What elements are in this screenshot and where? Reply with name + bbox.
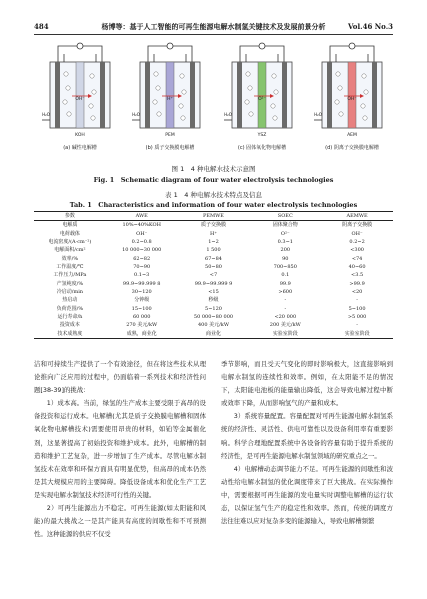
- gas-bubble-icon: [180, 74, 184, 78]
- inlet-label: H₂O: [132, 112, 140, 117]
- row-label-cell: 工作压力/MPa: [53, 272, 87, 279]
- table-header-row: [34, 212, 393, 221]
- table-cell: 1~2: [208, 239, 219, 246]
- row-label-cell: 投资成本: [59, 322, 80, 329]
- gas-bubble-icon: [182, 90, 186, 94]
- ion-label: OH⁻: [347, 97, 357, 102]
- table-row: [34, 296, 393, 304]
- panel-label: (c) 固体氧化物电解槽: [237, 145, 287, 151]
- row-label-cell: 电荷载体: [59, 230, 80, 237]
- table-cell: 70~90: [133, 264, 151, 271]
- table-cell: 1 500: [206, 247, 221, 254]
- table-cell: 分钟级: [134, 297, 150, 304]
- table-cell: 99.9~99.999 9: [194, 280, 233, 287]
- membrane-layer: [258, 62, 266, 128]
- power-source-icon: [167, 43, 173, 49]
- row-label-cell: 效率/%: [61, 255, 79, 262]
- power-source-icon: [77, 43, 83, 49]
- table-cell: 700~850: [273, 264, 297, 271]
- table-row: [34, 330, 393, 339]
- panel-label: (a) 碱性电解槽: [63, 145, 97, 151]
- column-header: AEMWE: [321, 212, 393, 221]
- paragraph: 1）成本高。当前，绿氢的生产成本主要受限于高昂的设备投资和运行成本。电解槽(尤其是质子交换膜电解槽和固体氧化物电解槽技术)需要使用昂贵的材料，如铂等金属催化剂，这显著提高了初始投资和维护成本。此外，电解槽的制造和维护工艺复杂，进一步增加了生产成本。尽管电解水制氢技术在效率和环保方面具有明显优势，但高昂的成本仍然是其大规模应用的主要障碍。降低设备成本和优化生产工艺是实现电解水制氢技术经济可行性的关键。: [34, 399, 206, 499]
- gas-bubble-icon: [89, 104, 93, 108]
- row-label-cell: 热启动: [62, 297, 78, 304]
- table-row: [34, 288, 393, 296]
- gas-bubble-icon: [179, 104, 183, 108]
- table-cell: 200: [280, 247, 291, 254]
- table-cell: 阴离子交换膜: [342, 222, 373, 229]
- table-cell: 实验室阶段: [249, 330, 321, 339]
- ion-label: OH⁻: [75, 97, 85, 102]
- gas-bubble-icon: [336, 72, 340, 76]
- table-cell: -: [284, 305, 287, 312]
- table-cell: 0.2~0.8: [131, 239, 152, 246]
- row-label-cell: 运行寿命/h: [57, 314, 83, 321]
- table-cell: 15~100: [131, 305, 152, 312]
- table-cell: O²⁻: [280, 230, 290, 237]
- anode-electrode: [100, 62, 105, 128]
- cathode-electrode: [55, 62, 60, 128]
- gas-bubble-icon: [157, 112, 161, 116]
- gas-bubble-icon: [272, 74, 276, 78]
- anode-electrode: [282, 62, 287, 128]
- paragraph: 2）可再生能源出力不稳定。可再生能源(如太阳能和风能)的最大挑战之一是其产能具有高度的间歇性和不可预测性。这种能源的供应不仅受: [34, 504, 206, 539]
- gas-bubble-icon: [91, 116, 95, 120]
- gas-bubble-icon: [271, 104, 275, 108]
- figure-caption-cn: 图 1 4 种电解水技术示意图: [171, 165, 256, 173]
- power-source-icon: [259, 43, 265, 49]
- table-cell: 67~84: [205, 255, 222, 262]
- table-cell: 0.1: [281, 272, 290, 279]
- table-cell: OH⁻: [351, 230, 363, 237]
- gas-bubble-icon: [67, 112, 71, 116]
- gas-bubble-icon: [154, 72, 158, 76]
- table-cell: 5~120: [205, 305, 222, 312]
- gas-bubble-icon: [64, 72, 68, 76]
- gas-bubble-icon: [339, 112, 343, 116]
- column-header: 参数: [34, 212, 106, 221]
- paragraph: 季节影响，而且受天气变化的即时影响极大，这直接影响到电解水制氢的连续性和效率。例如，在太阳能不足的情况下，太阳能电池板的能量输出降低，这会导致电解过程中断或效率下降，从而影响氢气的产量和成本。: [221, 360, 393, 408]
- table-cell: >5 000: [347, 314, 367, 321]
- table-cell: -: [356, 322, 358, 329]
- table-cell: 62~82: [133, 255, 151, 262]
- table-row: [34, 313, 393, 321]
- gas-bubble-icon: [338, 86, 342, 90]
- table-cell: OH⁻: [136, 230, 148, 237]
- table-cell: >600: [278, 289, 293, 296]
- electrolyzer-schematic: [220, 40, 304, 142]
- table-cell: <300: [350, 247, 364, 254]
- table-row: [34, 263, 393, 271]
- column-header: PEMWE: [178, 212, 250, 221]
- table-cell: 200 美元/kW: [269, 322, 301, 329]
- ion-label: O²⁻: [258, 97, 266, 102]
- table-cell: 99.9: [279, 280, 291, 287]
- inlet-label: H₂O: [224, 112, 232, 117]
- gas-bubble-icon: [66, 86, 70, 90]
- gas-bubble-icon: [92, 90, 96, 94]
- panel-label: (d) 阴离子交换膜电解槽: [325, 145, 379, 151]
- table-row: [34, 280, 393, 288]
- row-label-cell: 技术成熟度: [34, 330, 106, 339]
- table-cell: 50 000~80 000: [193, 314, 234, 321]
- row-label-cell: 电流密度/(A·cm⁻²): [48, 239, 92, 246]
- row-label-cell: 负荷范围/%: [56, 305, 84, 312]
- table-cell: 成熟，商业化: [106, 330, 178, 339]
- power-source-icon: [349, 43, 355, 49]
- paragraph: 洁和可持续生产提供了一个有效途径，但在将这些技术从理论推向广泛应用的过程中，仍面临着一系列技术和经济性问题[38-39]的挑战：: [34, 360, 206, 395]
- gas-bubble-icon: [153, 100, 157, 104]
- electrolyte-label: YSZ: [257, 133, 267, 138]
- gas-bubble-icon: [335, 100, 339, 104]
- cathode-electrode: [145, 62, 150, 128]
- figure-1: [34, 40, 393, 158]
- table-cell: 质子交换膜: [200, 222, 226, 229]
- page-number: 484: [34, 22, 49, 31]
- electrolyzer-panel: [128, 40, 212, 150]
- table-caption-en: Tab. 1 Characteristics and information of four water electrolysis technologies: [69, 201, 358, 209]
- table-row: [34, 271, 393, 279]
- table-row: [34, 246, 393, 254]
- table-cell: 99.9~99.999 8: [122, 280, 161, 287]
- gas-bubble-icon: [363, 116, 367, 120]
- gas-bubble-icon: [364, 90, 368, 94]
- table-row: [34, 321, 393, 329]
- table-cell: 400 美元/kW: [197, 322, 229, 329]
- table-cell: 50~80: [205, 264, 222, 271]
- table-row: [34, 230, 393, 238]
- electrolyzer-panel: [38, 40, 122, 150]
- paragraph: 3）系统容量配置。容量配置对可再生能源电解水制氢系统的经济性、灵活性、供电可靠性以及设备利用率有重要影响。科学合理地配置系统中各设备的容量有助于提升系统的经济性，是可再生能源电解水制氢领域的研究重点之一。: [221, 412, 393, 460]
- table-cell: 10 000~30 000: [122, 247, 162, 254]
- gas-bubble-icon: [181, 116, 185, 120]
- table-cell: -: [284, 297, 287, 304]
- electrolyte-label: AEM: [347, 133, 357, 138]
- electrolyzer-panel: [310, 40, 394, 150]
- gas-bubble-icon: [245, 100, 249, 104]
- inlet-label: H₂O: [314, 112, 322, 117]
- gas-bubble-icon: [156, 86, 160, 90]
- anode-electrode: [372, 62, 377, 128]
- table-cell: 30~120: [131, 289, 152, 296]
- table-cell: 40~60: [348, 264, 366, 271]
- table-cell: 固体聚合物: [272, 222, 298, 229]
- column-header: SOEC: [249, 212, 321, 221]
- table-cell: -: [356, 297, 358, 304]
- table-cell: 5~100: [348, 305, 366, 312]
- cathode-electrode: [237, 62, 242, 128]
- body-left-column: [34, 358, 206, 541]
- table-cell: 10%~40%KOH: [122, 222, 161, 229]
- table-row: [34, 238, 393, 246]
- table-cell: 270 美元/kW: [126, 322, 158, 329]
- figure-caption-en: Fig. 1 Schematic diagram of four water electrolysis technologies: [93, 176, 334, 184]
- table-cell: <7: [209, 272, 218, 279]
- table-cell: <15: [208, 289, 219, 296]
- gas-bubble-icon: [274, 90, 278, 94]
- ion-label: H⁺: [167, 97, 173, 102]
- row-label-cell: 工作温度/℃: [56, 264, 84, 271]
- gas-bubble-icon: [246, 72, 250, 76]
- electrolyzer-schematic: [128, 40, 212, 142]
- membrane-layer: [76, 62, 84, 128]
- gas-bubble-icon: [90, 74, 94, 78]
- row-label-cell: 冷启动/min: [56, 289, 84, 296]
- table-cell: 90: [282, 255, 289, 262]
- column-header: AWE: [106, 212, 178, 221]
- volume-label: Vol.46 No.3: [348, 22, 393, 31]
- electrolyzer-schematic: [310, 40, 394, 142]
- table-cell: <3.5: [351, 272, 364, 279]
- gas-bubble-icon: [248, 86, 252, 90]
- membrane-layer: [348, 62, 356, 128]
- inlet-label: H₂O: [42, 112, 50, 117]
- gas-bubble-icon: [63, 100, 67, 104]
- body-right-column: [221, 358, 393, 528]
- table-cell: <20 000: [274, 314, 297, 321]
- row-label-cell: 电解面积/cm²: [54, 247, 86, 254]
- row-label-cell: 产氢纯度/%: [56, 280, 84, 287]
- table-cell: 秒级: [208, 297, 219, 304]
- table-cell: >99.9: [349, 280, 365, 287]
- gas-bubble-icon: [362, 74, 366, 78]
- running-title: 杨博等：基于人工智能的可再生能源电解水制氢关键技术及发展前景分析: [101, 23, 326, 31]
- tech-comparison-table: [34, 211, 393, 339]
- gas-bubble-icon: [249, 112, 253, 116]
- gas-bubble-icon: [273, 116, 277, 120]
- electrolyte-label: PEM: [165, 133, 175, 138]
- cathode-electrode: [327, 62, 332, 128]
- running-header: [34, 22, 393, 34]
- row-label-cell: 电解质: [62, 222, 78, 229]
- table-cell: <74: [351, 255, 363, 262]
- table-cell: 60 000: [132, 314, 151, 321]
- table-row: [34, 255, 393, 263]
- table-row: [34, 221, 393, 230]
- table-cell: 商业化: [178, 330, 250, 339]
- electrolyte-label: KOH: [75, 133, 85, 138]
- panel-label: (b) 质子交换膜电解槽: [145, 145, 195, 151]
- membrane-layer: [166, 62, 174, 128]
- anode-electrode: [190, 62, 195, 128]
- table-cell: 0.1~3: [134, 272, 150, 279]
- electrolyzer-panel: [220, 40, 304, 150]
- paragraph: 4）电解槽动态调节能力不足。可再生能源的间歇性和波动性给电解水制氢的优化调度带来了巨大挑战。在实际操作中，需要根据可再生能源的发电量实时调整电解槽的运行状态，以保证氢气生产的稳定性和效率。然而，传统的调度方法往往难以应对复杂多变的能源输入，导致电解槽频繁: [221, 464, 393, 526]
- table-cell: <20: [351, 289, 363, 296]
- table-cell: 0.3~1: [277, 239, 293, 246]
- table-row: [34, 305, 393, 313]
- table-cell: 0.2~2: [349, 239, 365, 246]
- header-rule: [34, 34, 393, 35]
- table-caption-cn: 表 1 4 种电解水技术特点及信息: [165, 191, 262, 199]
- table-cell: 实验室阶段: [321, 330, 393, 339]
- gas-bubble-icon: [361, 104, 365, 108]
- electrolyzer-schematic: [38, 40, 122, 142]
- table-cell: H⁺: [209, 230, 217, 237]
